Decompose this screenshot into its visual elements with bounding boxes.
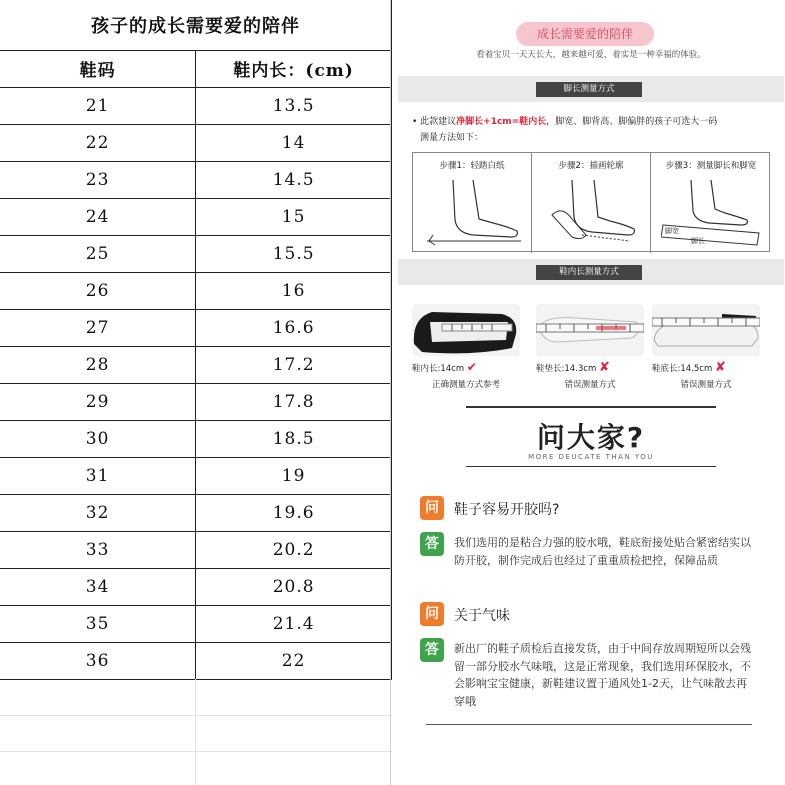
table-row: [0, 309, 392, 346]
shoe-size-cell: 27: [0, 309, 196, 346]
measure-note: [412, 114, 772, 146]
cross-icon: ✘: [598, 360, 610, 375]
question-2-text: 关于气味: [454, 608, 510, 624]
empty-spreadsheet-cells: [0, 679, 392, 785]
inner-length-cell: 16: [196, 272, 392, 309]
size-chart-sheet: [0, 0, 392, 785]
shoe-photo: [412, 304, 520, 356]
inner-length-cell: 13.5: [196, 87, 392, 124]
shoe-size-cell: 26: [0, 272, 196, 309]
table-row: [0, 235, 392, 272]
foot-measure-bar: [398, 76, 784, 102]
shoe-size-cell: 36: [0, 642, 196, 679]
photo-sole-label: 鞋底长:14.5cm ✘: [652, 360, 726, 375]
size-table: [0, 0, 392, 680]
table-row: [0, 346, 392, 383]
trace-outline-icon: [542, 175, 642, 247]
table-row: [0, 272, 392, 309]
check-icon: ✔: [466, 360, 477, 374]
answer-badge: 答: [420, 638, 444, 662]
shoe-size-cell: 24: [0, 198, 196, 235]
inner-length-cell: 15.5: [196, 235, 392, 272]
shoe-size-cell: 31: [0, 457, 196, 494]
question-1-text: 鞋子容易开胶吗?: [454, 502, 560, 518]
photo-correct-label: 鞋内长:14cm ✔: [412, 360, 477, 374]
step-3: [651, 153, 771, 253]
note-prefix: • 此款建议: [412, 117, 457, 127]
foot-length-label: 脚长: [691, 237, 705, 245]
measure-foot-icon: [661, 175, 761, 247]
shoe-size-cell: 25: [0, 235, 196, 272]
step-1: [413, 153, 532, 253]
inner-measure-heading: 鞋内长测量方式: [536, 265, 642, 280]
table-row: [0, 568, 392, 605]
table-row: [0, 124, 392, 161]
inner-length-cell: 21.4: [196, 605, 392, 642]
table-row: [0, 198, 392, 235]
photo-sole: [652, 304, 760, 394]
inner-length-cell: 17.8: [196, 383, 392, 420]
faq-subtitle: MORE DEUCATE THAN YOU: [528, 453, 654, 461]
photo-insole-caption: 错误测量方式: [564, 380, 616, 390]
table-title: 孩子的成长需要爱的陪伴: [0, 0, 392, 50]
answer-1-text: 我们选用的是粘合力强的胶水哦，鞋底衔接处贴合紧密结实以防开胶，制作完成后也经过了重重质检把控，保障品质: [454, 536, 751, 567]
step-2: [532, 153, 651, 253]
question-badge: 问: [420, 496, 444, 520]
faq-header: [426, 404, 756, 464]
shoe-size-cell: 29: [0, 383, 196, 420]
table-row: [0, 161, 392, 198]
table-row: [0, 605, 392, 642]
shoe-size-cell: 32: [0, 494, 196, 531]
answer-2: [420, 638, 760, 714]
answer-1: [420, 532, 760, 592]
inner-length-cell: 19.6: [196, 494, 392, 531]
note-formula: 净脚长+1cm=鞋内长: [456, 117, 547, 127]
step-3-label: 步骤3：测量脚长和脚宽: [665, 161, 757, 171]
table-row: [0, 420, 392, 457]
photo-insole: [536, 304, 644, 394]
shoe-size-cell: 21: [0, 87, 196, 124]
shoe-size-cell: 22: [0, 124, 196, 161]
table-row: [0, 531, 392, 568]
table-row: [0, 383, 392, 420]
inner-length-cell: 19: [196, 457, 392, 494]
note-rest: ，脚宽、脚背高、脚偏胖的孩子可选大一码: [546, 117, 718, 127]
inner-measure-bar: [398, 259, 784, 285]
poster-end-line: [426, 724, 752, 725]
question-1: [420, 496, 760, 524]
inner-length-cell: 14: [196, 124, 392, 161]
shoe-size-cell: 33: [0, 531, 196, 568]
sole-photo: [652, 304, 760, 356]
note-line2: 测量方法如下：: [420, 133, 484, 143]
table-row: [0, 457, 392, 494]
slogan-subtitle: 看着宝贝一天天长大，越来越可爱，着实是一种幸福的体验。: [476, 50, 706, 60]
inner-length-cell: 16.6: [196, 309, 392, 346]
question-2: [420, 602, 760, 630]
insole-photo: [536, 304, 644, 356]
shoe-size-cell: 35: [0, 605, 196, 642]
product-info-image: [398, 14, 784, 782]
inner-length-cell: 20.2: [196, 531, 392, 568]
table-row: [0, 642, 392, 679]
inner-length-cell: 22: [196, 642, 392, 679]
header-inner-length: 鞋内长：(cm): [196, 50, 392, 87]
photo-correct: [412, 304, 520, 394]
photo-insole-label: 鞋垫长:14.3cm ✘: [536, 360, 610, 375]
inner-length-cell: 14.5: [196, 161, 392, 198]
answer-badge: 答: [420, 532, 444, 556]
shoe-size-cell: 30: [0, 420, 196, 457]
inner-length-cell: 15: [196, 198, 392, 235]
header-shoe-size: 鞋码: [0, 50, 196, 87]
question-badge: 问: [420, 602, 444, 626]
inner-length-cell: 17.2: [196, 346, 392, 383]
inner-length-cell: 20.8: [196, 568, 392, 605]
foot-measure-heading: 脚长测量方式: [536, 82, 642, 97]
step-2-label: 步骤2：描画轮廓: [558, 161, 624, 171]
answer-2-text: 新出厂的鞋子质检后直接发货，由于中间存放周期短所以会残留一部分胶水气味哦，这是正常现象，我们选用环保胶水，不会影响宝宝健康，新鞋建议置于通风处1-2天，让气味散去再穿哦: [454, 642, 751, 708]
faq-top-line: [466, 406, 716, 408]
foot-width-label: 脚宽: [665, 227, 679, 235]
table-row: [0, 87, 392, 124]
photo-correct-caption: 正确测量方式参考: [431, 380, 500, 390]
measure-photos: [412, 304, 772, 394]
cross-icon: ✘: [714, 360, 726, 375]
measure-steps: [412, 152, 770, 252]
faq-bottom-line: [466, 466, 716, 467]
shoe-size-cell: 28: [0, 346, 196, 383]
column-separator: [390, 0, 391, 785]
photo-sole-caption: 错误测量方式: [680, 380, 732, 390]
foot-on-paper-icon: [423, 175, 523, 247]
shoe-size-cell: 23: [0, 161, 196, 198]
slogan-pill: 成长需要爱的陪伴: [516, 22, 654, 46]
table-row: [0, 494, 392, 531]
shoe-size-cell: 34: [0, 568, 196, 605]
faq-title: 问大家?: [536, 421, 646, 454]
inner-length-cell: 18.5: [196, 420, 392, 457]
step-1-label: 步骤1：轻踏白纸: [439, 161, 505, 171]
